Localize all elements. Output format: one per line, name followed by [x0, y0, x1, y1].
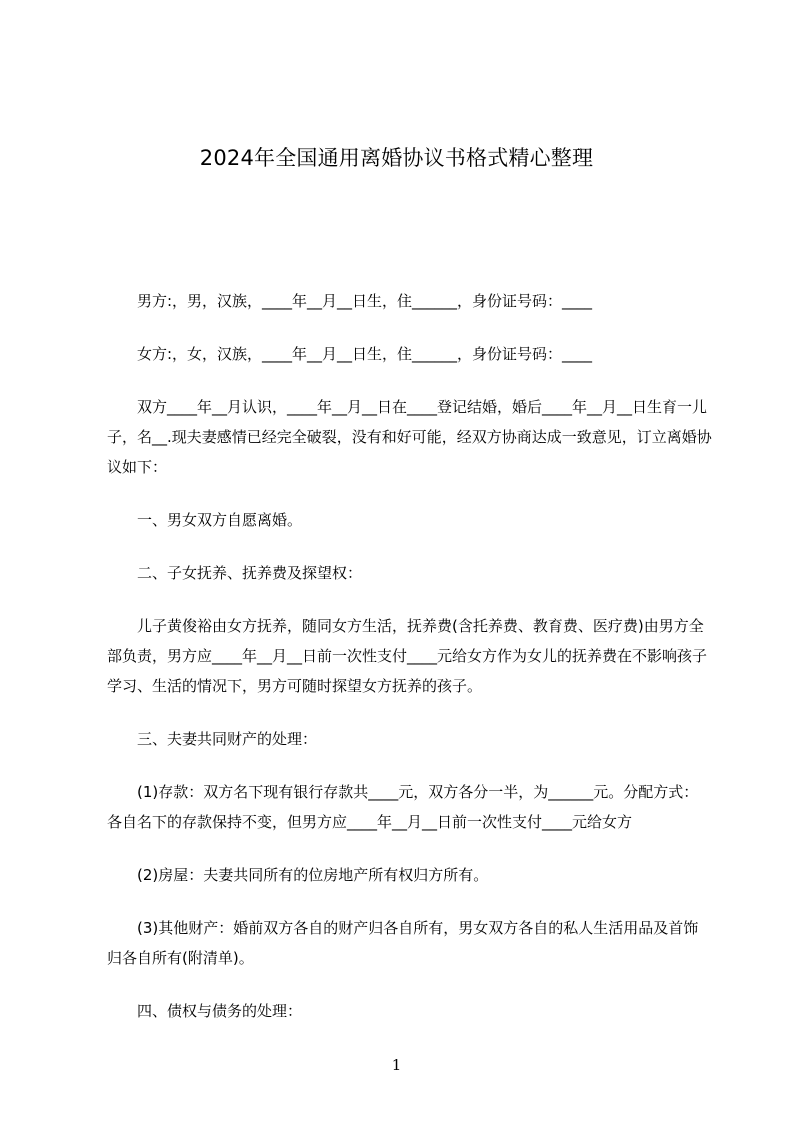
clause-3-house: (2)房屋：夫妻共同所有的位房地产所有权归方所有。 [137, 866, 489, 884]
paragraph-female-party: 女方:，女，汉族，____年__月__日生，住______，身份证号码：____ [137, 345, 593, 363]
document-body [107, 286, 712, 1049]
page-number: 1 [391, 1056, 402, 1074]
paragraph-background: 双方____年__月认识，____年__月__日在____登记结婚，婚后____年__月__日生育一儿子，名__.现夫妻感情已经完全破裂，没有和好可能，经双方协商达成一致意见，订立离婚协议如下： [107, 398, 712, 476]
document-title: 2024年全国通用离婚协议书格式精心整理 [199, 146, 594, 170]
clause-1-heading: 一、男女双方自愿离婚。 [137, 511, 303, 529]
paragraph-male-party: 男方:，男，汉族，____年__月__日生，住______，身份证号码：____ [137, 292, 593, 310]
clause-3-deposits: (1)存款：双方名下现有银行存款共____元，双方各分一半，为______元。分配方式：各自名下的存款保持不变，但男方应____年__月__日前一次性支付____元给女方 [107, 783, 699, 831]
clause-2-heading: 二、子女抚养、抚养费及探望权： [137, 564, 363, 582]
clause-3-other-property: (3)其他财产：婚前双方各自的财产归各自所有，男女双方各自的私人生活用品及首饰归各自所有(附清单)。 [107, 919, 699, 967]
clause-2-content: 儿子黄俊裕由女方抚养，随同女方生活，抚养费(含托养费、教育费、医疗费)由男方全部负责，男方应____年__月__日前一次性支付____元给女方作为女儿的抚养费在不影响孩子学习、生活的情况下，男方可随时探望女方抚养的孩子。 [107, 617, 708, 695]
clause-3-heading: 三、夫妻共同财产的处理： [137, 730, 318, 748]
clause-4-heading: 四、债权与债务的处理： [137, 1002, 303, 1020]
